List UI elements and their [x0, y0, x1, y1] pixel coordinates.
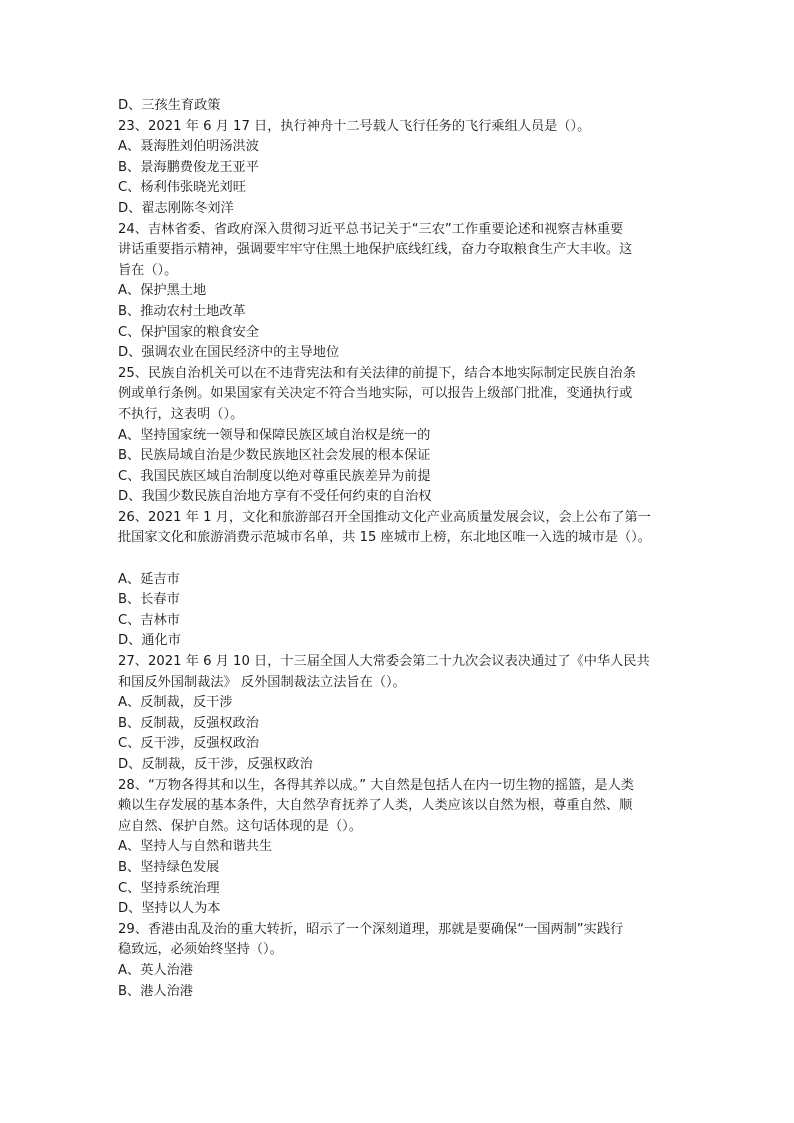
answer-option: B、推动农村土地改革 [118, 303, 246, 319]
question-text-line: 批国家文化和旅游消费示范城市名单，共 15 座城市上榜，东北地区唯一入选的城市是（）。 [118, 530, 651, 546]
answer-option: D、我国少数民族自治地方享有不受任何约束的自治权 [118, 489, 432, 505]
question-text-line: 23、2021 年 6 月 17 日，执行神舟十二号载人飞行任务的飞行乘组人员是（）。 [118, 118, 591, 134]
answer-option: B、景海鹏费俊龙王亚平 [118, 159, 259, 175]
question-text-line: 赖以生存发展的基本条件，大自然孕育抚养了人类，人类应该以自然为根，尊重自然、顺 [118, 798, 633, 814]
answer-option: A、聂海胜刘伯明汤洪波 [118, 139, 259, 155]
answer-option: B、民族局域自治是少数民族地区社会发展的根本保证 [118, 448, 431, 464]
question-text-line: 27、2021 年 6 月 10 日，十三届全国人大常委会第二十九次会议表决通过了《中华人民共 [118, 654, 650, 670]
answer-option: A、坚持人与自然和谐共生 [118, 839, 273, 855]
document-page [118, 96, 678, 1002]
question-text-line: 25、民族自治机关可以在不违背宪法和有关法律的前提下，结合本地实际制定民族自治条 [118, 365, 636, 381]
question-text-line: 和国反外国制裁法》 反外国制裁法立法旨在（）。 [118, 674, 406, 690]
question-text-line: 旨在（）。 [118, 262, 178, 278]
answer-option: B、港人治港 [118, 983, 193, 999]
answer-option: D、强调农业在国民经济中的主导地位 [118, 345, 340, 361]
answer-option: A、延吉市 [118, 571, 180, 587]
question-text-line: 稳致远，必须始终坚持（）。 [118, 942, 283, 958]
answer-option: B、反制裁，反强权政治 [118, 715, 259, 731]
answer-option: A、坚持国家统一领导和保障民族区域自治权是统一的 [118, 427, 431, 443]
question-text-line: 讲话重要指示精神，强调要牢牢守住黑土地保护底线红线，奋力夺取粮食生产大丰收。这 [118, 242, 633, 258]
answer-option: D、反制裁，反干涉，反强权政治 [118, 757, 313, 772]
answer-option: B、坚持绿色发展 [118, 859, 220, 875]
answer-option: C、坚持系统治理 [118, 880, 220, 896]
question-text-line: 26、2021 年 1 月，文化和旅游部召开全国推动文化产业高质量发展会议，会上公布了第一 [118, 509, 651, 525]
question-text-line: 24、吉林省委、省政府深入贯彻习近平总书记关于“三农”工作重要论述和视察吉林重要 [118, 221, 624, 237]
blank-line [118, 549, 678, 570]
answer-option: D、翟志刚陈冬刘洋 [118, 200, 234, 216]
answer-option: A、反制裁，反干涉 [118, 695, 233, 711]
question-text-line: 29、香港由乱及治的重大转折，昭示了一个深刻道理，那就是要确保“一国两制”实践行 [118, 921, 624, 937]
answer-option: C、保护国家的粮食安全 [118, 324, 260, 340]
answer-option: D、坚持以人为本 [118, 901, 221, 917]
answer-option: C、吉林市 [118, 612, 180, 628]
answer-option: C、反干涉，反强权政治 [118, 736, 260, 752]
answer-option: C、杨利伟张晓光刘旺 [118, 180, 246, 196]
answer-option: A、英人治港 [118, 962, 193, 978]
answer-option: D、通化市 [118, 633, 181, 649]
question-text-line: 应自然、保护自然。这句话体现的是（）。 [118, 818, 362, 834]
question-text-line: 不执行，这表明（）。 [118, 406, 244, 422]
question-text-line: 28、“万物各得其和以生，各得其养以成。” 大自然是包括人在内一切生物的摇篮，是人类 [118, 777, 634, 793]
answer-option: D、三孩生育政策 [118, 98, 221, 113]
question-text-line: 例或单行条例。如果国家有关决定不符合当地实际，可以报告上级部门批准，变通执行或 [118, 386, 633, 402]
answer-option: A、保护黑土地 [118, 283, 207, 299]
answer-option: C、我国民族区域自治制度以绝对尊重民族差异为前提 [118, 468, 431, 484]
answer-option: B、长春市 [118, 592, 180, 608]
